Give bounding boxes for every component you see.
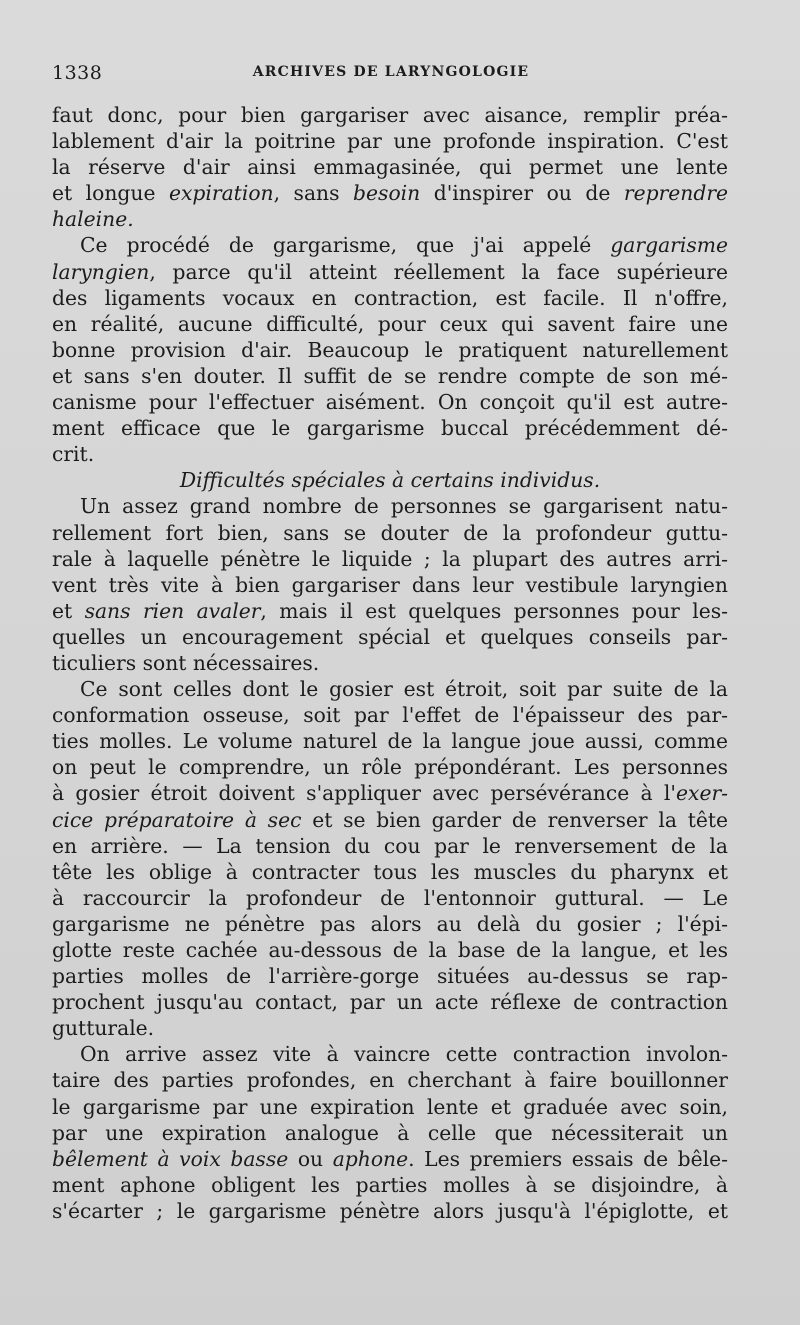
italic-text: reprendre <box>623 181 729 206</box>
text-segment: et se bien garder de renverser la tête <box>301 807 728 832</box>
body-text <box>52 102 728 1224</box>
text-line <box>52 963 728 989</box>
italic-text: gargarisme <box>610 233 728 258</box>
text-line <box>52 885 728 911</box>
text-segment: ticuliers sont nécessaires. <box>52 650 320 675</box>
text-segment: parties molles de l'arrière-gorge situées au-dessus se rap- <box>52 964 728 989</box>
italic-text: aphone <box>332 1146 409 1171</box>
text-segment: gutturale. <box>52 1016 155 1041</box>
italic-text: cice préparatoire à sec <box>52 807 302 832</box>
text-line <box>52 337 728 363</box>
text-line <box>52 780 728 806</box>
text-segment: à gosier étroit doivent s'appliquer avec persévérance à l' <box>52 781 676 806</box>
italic-text: sans rien avaler <box>84 598 261 623</box>
text-segment: bonne provision d'air. Beaucoup le pratiquent naturellement <box>52 337 728 362</box>
text-segment: On arrive assez vite à vaincre cette contraction involon- <box>80 1042 728 1067</box>
text-line <box>52 937 728 963</box>
italic-text: exer- <box>676 781 728 806</box>
text-segment: à raccourcir la profondeur de l'entonnoir guttural. — Le <box>52 885 728 910</box>
text-segment: des ligaments vocaux en contraction, est facile. Il n'offre, <box>52 285 728 310</box>
text-segment: , parce qu'il atteint réellement la face supérieure <box>149 259 728 284</box>
italic-text: laryngien <box>52 259 150 284</box>
text-line <box>52 1067 728 1093</box>
text-segment: et sans s'en douter. Il suffit de se rendre compte de son mé- <box>52 363 728 388</box>
italic-text: haleine. <box>52 207 134 232</box>
text-line <box>52 728 728 754</box>
text-line <box>52 754 728 780</box>
italic-text: besoin <box>353 181 421 206</box>
italic-text: expiration <box>168 181 274 206</box>
text-segment: s'écarter ; le gargarisme pénètre alors jusqu'à l'épiglotte, et <box>52 1198 728 1223</box>
text-line <box>52 493 728 519</box>
text-line <box>52 206 728 232</box>
text-segment: faut donc, pour bien gargariser avec aisance, remplir préa- <box>52 103 728 127</box>
text-segment: d'inspirer ou de <box>420 181 624 206</box>
text-line <box>52 285 728 311</box>
text-line <box>52 1015 728 1041</box>
text-segment: en arrière. — La tension du cou par le renversement de la <box>52 833 728 858</box>
text-line <box>52 546 728 572</box>
text-line <box>52 1094 728 1120</box>
text-line <box>52 650 728 676</box>
text-segment: en réalité, aucune difficulté, pour ceux qui savent faire une <box>52 311 728 336</box>
text-line <box>52 259 728 285</box>
italic-text: Difficultés spéciales à certains individus. <box>179 468 601 493</box>
text-line <box>52 311 728 337</box>
text-line <box>52 676 728 702</box>
text-line <box>52 911 728 937</box>
text-segment: et longue <box>52 181 169 206</box>
text-segment: on peut le comprendre, un rôle prépondérant. Les personnes <box>52 755 728 780</box>
text-segment: , mais il est quelques personnes pour les- <box>260 598 728 623</box>
text-segment: le gargarisme par une expiration lente et graduée avec soin, <box>52 1094 728 1119</box>
text-line <box>52 389 728 415</box>
text-line <box>52 1041 728 1067</box>
text-segment: rellement fort bien, sans se douter de la profondeur guttu- <box>52 520 728 545</box>
text-line <box>52 520 728 546</box>
text-segment: par une expiration analogue à celle que nécessiterait un <box>52 1120 728 1145</box>
text-segment: crit. <box>52 442 95 467</box>
text-line <box>52 807 728 833</box>
text-line <box>52 1146 728 1172</box>
text-segment: , sans <box>273 181 354 206</box>
text-line <box>52 598 728 624</box>
text-segment: ou <box>288 1146 333 1171</box>
text-line <box>52 441 728 467</box>
text-line <box>52 128 728 154</box>
text-segment: glotte reste cachée au-dessous de la base de la langue, et les <box>52 938 728 962</box>
text-line <box>52 859 728 885</box>
text-segment: . Les premiers essais de bêle- <box>408 1146 728 1171</box>
page-number: 1338 <box>52 62 103 84</box>
text-segment: vent très vite à bien gargariser dans leur vestibule laryngien <box>52 572 728 597</box>
text-segment: rale à laquelle pénètre le liquide ; la plupart des autres arri- <box>52 546 728 571</box>
text-segment: quelles un encouragement spécial et quelques conseils par- <box>52 624 728 649</box>
text-segment: ment aphone obligent les parties molles à se disjoindre, à <box>52 1172 728 1197</box>
text-segment: prochent jusqu'au contact, par un acte réflexe de contraction <box>52 990 728 1015</box>
text-segment: gargarisme ne pénètre pas alors au delà du gosier ; l'épi- <box>52 911 728 936</box>
text-line <box>52 232 728 258</box>
text-line <box>52 1172 728 1198</box>
text-segment: Ce sont celles dont le gosier est étroit, soit par suite de la <box>80 677 728 702</box>
page-header <box>52 62 730 86</box>
text-line <box>52 363 728 389</box>
text-segment: canisme pour l'effectuer aisément. On conçoit qu'il est autre- <box>52 390 728 415</box>
text-segment: Ce procédé de gargarisme, que j'ai appelé <box>80 233 611 258</box>
text-segment: conformation osseuse, soit par l'effet de l'épaisseur des par- <box>52 703 728 728</box>
italic-text: bêlement à voix basse <box>52 1146 289 1171</box>
text-line <box>52 180 728 206</box>
text-segment: ties molles. Le volume naturel de la langue joue aussi, comme <box>52 729 728 754</box>
text-line <box>52 572 728 598</box>
text-segment: ment efficace que le gargarisme buccal précédemment dé- <box>52 416 728 441</box>
text-line <box>52 702 728 728</box>
text-line <box>52 154 728 180</box>
text-segment: lablement d'air la poitrine par une profonde inspiration. C'est <box>52 129 728 154</box>
running-title: ARCHIVES DE LARYNGOLOGIE <box>252 64 530 80</box>
text-segment: la réserve d'air ainsi emmagasinée, qui permet une lente <box>52 155 728 180</box>
text-line <box>52 1198 728 1224</box>
section-heading <box>52 467 728 493</box>
text-segment: taire des parties profondes, en cherchant à faire bouillonner <box>52 1068 728 1093</box>
text-line <box>52 833 728 859</box>
text-line <box>52 624 728 650</box>
text-segment: Un assez grand nombre de personnes se gargarisent natu- <box>80 494 728 519</box>
text-segment: et <box>52 598 85 623</box>
text-line <box>52 989 728 1015</box>
text-line <box>52 415 728 441</box>
text-segment: tête les oblige à contracter tous les muscles du pharynx et <box>52 859 728 884</box>
text-line <box>52 1120 728 1146</box>
text-line <box>52 102 728 128</box>
